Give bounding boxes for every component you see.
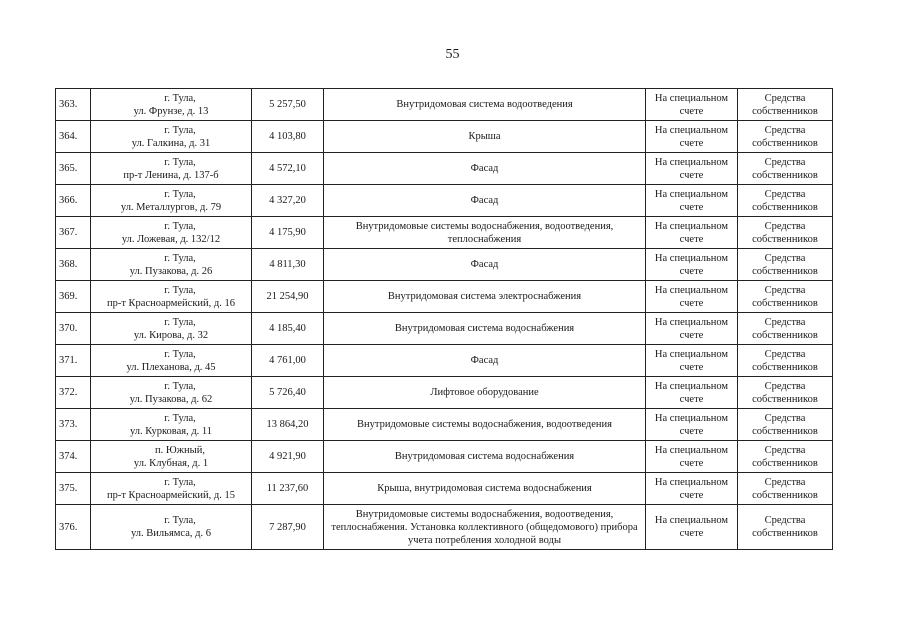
- address-city: г. Тула,: [164, 252, 196, 264]
- account-type: На специальном счете: [646, 153, 738, 185]
- row-number: 369.: [56, 281, 91, 313]
- table-row: [56, 345, 833, 377]
- address-cell: [91, 249, 252, 281]
- account-type: На специальном счете: [646, 377, 738, 409]
- funding-source: Средства собственников: [738, 441, 833, 473]
- address-cell: [91, 153, 252, 185]
- funding-source: Средства собственников: [738, 249, 833, 281]
- area-value: 4 327,20: [252, 185, 324, 217]
- address-cell: [91, 217, 252, 249]
- address-cell: [91, 505, 252, 550]
- account-type: На специальном счете: [646, 217, 738, 249]
- table-row: [56, 377, 833, 409]
- address-street: ул. Ложевая, д. 132/12: [121, 233, 221, 245]
- table-row: [56, 473, 833, 505]
- address-street: пр-т Красноармейский, д. 15: [106, 489, 236, 501]
- work-description: Внутридомовая система водоснабжения: [324, 313, 646, 345]
- account-type: На специальном счете: [646, 313, 738, 345]
- account-type: На специальном счете: [646, 505, 738, 550]
- address-street: ул. Клубная, д. 1: [133, 457, 209, 469]
- work-description: Внутридомовая система водоснабжения: [324, 441, 646, 473]
- area-value: 13 864,20: [252, 409, 324, 441]
- funding-source: Средства собственников: [738, 281, 833, 313]
- address-street: ул. Фрунзе, д. 13: [133, 105, 209, 117]
- funding-source: Средства собственников: [738, 89, 833, 121]
- table-row: [56, 281, 833, 313]
- row-number: 368.: [56, 249, 91, 281]
- address-street: ул. Пузакова, д. 26: [129, 265, 213, 277]
- area-value: 4 811,30: [252, 249, 324, 281]
- row-number: 367.: [56, 217, 91, 249]
- address-city: г. Тула,: [164, 188, 196, 200]
- address-cell: [91, 377, 252, 409]
- address-cell: [91, 121, 252, 153]
- funding-source: Средства собственников: [738, 377, 833, 409]
- address-city: г. Тула,: [164, 156, 196, 168]
- row-number: 372.: [56, 377, 91, 409]
- address-city: г. Тула,: [164, 284, 196, 296]
- address-cell: [91, 473, 252, 505]
- account-type: На специальном счете: [646, 249, 738, 281]
- row-number: 374.: [56, 441, 91, 473]
- address-cell: [91, 281, 252, 313]
- address-city: г. Тула,: [164, 124, 196, 136]
- area-value: 4 921,90: [252, 441, 324, 473]
- work-description: Фасад: [324, 345, 646, 377]
- address-city: г. Тула,: [164, 380, 196, 392]
- work-description: Внутридомовая система электроснабжения: [324, 281, 646, 313]
- row-number: 370.: [56, 313, 91, 345]
- address-cell: [91, 441, 252, 473]
- work-description: Крыша, внутридомовая система водоснабжения: [324, 473, 646, 505]
- work-description: Внутридомовые системы водоснабжения, водоотведения, теплоснабжения: [324, 217, 646, 249]
- work-description: Внутридомовая система водоотведения: [324, 89, 646, 121]
- funding-source: Средства собственников: [738, 473, 833, 505]
- work-description: Внутридомовые системы водоснабжения, водоотведения: [324, 409, 646, 441]
- address-street: ул. Курковая, д. 11: [129, 425, 213, 437]
- row-number: 371.: [56, 345, 91, 377]
- address-street: пр-т Красноармейский, д. 16: [106, 297, 236, 309]
- work-description: Крыша: [324, 121, 646, 153]
- address-cell: [91, 409, 252, 441]
- area-value: 5 726,40: [252, 377, 324, 409]
- account-type: На специальном счете: [646, 345, 738, 377]
- row-number: 364.: [56, 121, 91, 153]
- address-cell: [91, 89, 252, 121]
- row-number: 366.: [56, 185, 91, 217]
- work-description: Лифтовое оборудование: [324, 377, 646, 409]
- address-street: ул. Пузакова, д. 62: [129, 393, 213, 405]
- work-description: Внутридомовые системы водоснабжения, водоотведения, теплоснабжения. Установка коллективного (общедомового) прибора учета потребления холодной воды: [324, 505, 646, 550]
- funding-source: Средства собственников: [738, 153, 833, 185]
- funding-source: Средства собственников: [738, 185, 833, 217]
- row-number: 373.: [56, 409, 91, 441]
- table-body: [56, 89, 833, 550]
- address-cell: [91, 185, 252, 217]
- address-cell: [91, 313, 252, 345]
- row-number: 363.: [56, 89, 91, 121]
- funding-source: Средства собственников: [738, 505, 833, 550]
- funding-source: Средства собственников: [738, 409, 833, 441]
- address-city: г. Тула,: [164, 476, 196, 488]
- account-type: На специальном счете: [646, 89, 738, 121]
- address-city: г. Тула,: [164, 220, 196, 232]
- table-row: [56, 121, 833, 153]
- funding-source: Средства собственников: [738, 217, 833, 249]
- address-city: г. Тула,: [164, 92, 196, 104]
- table-row: [56, 249, 833, 281]
- table-row: [56, 409, 833, 441]
- area-value: 4 572,10: [252, 153, 324, 185]
- funding-source: Средства собственников: [738, 121, 833, 153]
- account-type: На специальном счете: [646, 281, 738, 313]
- repair-registry-table: [55, 88, 833, 550]
- account-type: На специальном счете: [646, 409, 738, 441]
- area-value: 4 103,80: [252, 121, 324, 153]
- address-city: г. Тула,: [164, 412, 196, 424]
- table-row: [56, 89, 833, 121]
- address-city: г. Тула,: [164, 348, 196, 360]
- table-row: [56, 441, 833, 473]
- account-type: На специальном счете: [646, 473, 738, 505]
- area-value: 11 237,60: [252, 473, 324, 505]
- address-cell: [91, 345, 252, 377]
- funding-source: Средства собственников: [738, 345, 833, 377]
- row-number: 376.: [56, 505, 91, 550]
- address-city: г. Тула,: [164, 316, 196, 328]
- address-city: г. Тула,: [164, 515, 196, 526]
- work-description: Фасад: [324, 153, 646, 185]
- area-value: 5 257,50: [252, 89, 324, 121]
- table-row: [56, 505, 833, 550]
- account-type: На специальном счете: [646, 441, 738, 473]
- work-description: Фасад: [324, 185, 646, 217]
- table-row: [56, 185, 833, 217]
- area-value: 4 761,00: [252, 345, 324, 377]
- address-street: ул. Плеханова, д. 45: [126, 361, 216, 373]
- address-city: п. Южный,: [155, 444, 205, 456]
- table-row: [56, 217, 833, 249]
- funding-source: Средства собственников: [738, 313, 833, 345]
- address-street: пр-т Ленина, д. 137-б: [123, 169, 219, 181]
- area-value: 4 175,90: [252, 217, 324, 249]
- row-number: 365.: [56, 153, 91, 185]
- address-street: ул. Вильямса, д. 6: [131, 528, 211, 539]
- table-row: [56, 313, 833, 345]
- address-street: ул. Металлургов, д. 79: [120, 201, 222, 213]
- address-street: ул. Галкина, д. 31: [131, 137, 211, 149]
- area-value: 21 254,90: [252, 281, 324, 313]
- account-type: На специальном счете: [646, 121, 738, 153]
- area-value: 7 287,90: [252, 505, 324, 550]
- row-number: 375.: [56, 473, 91, 505]
- page-number: 55: [445, 47, 460, 62]
- account-type: На специальном счете: [646, 185, 738, 217]
- area-value: 4 185,40: [252, 313, 324, 345]
- table-row: [56, 153, 833, 185]
- address-street: ул. Кирова, д. 32: [133, 329, 209, 341]
- work-description: Фасад: [324, 249, 646, 281]
